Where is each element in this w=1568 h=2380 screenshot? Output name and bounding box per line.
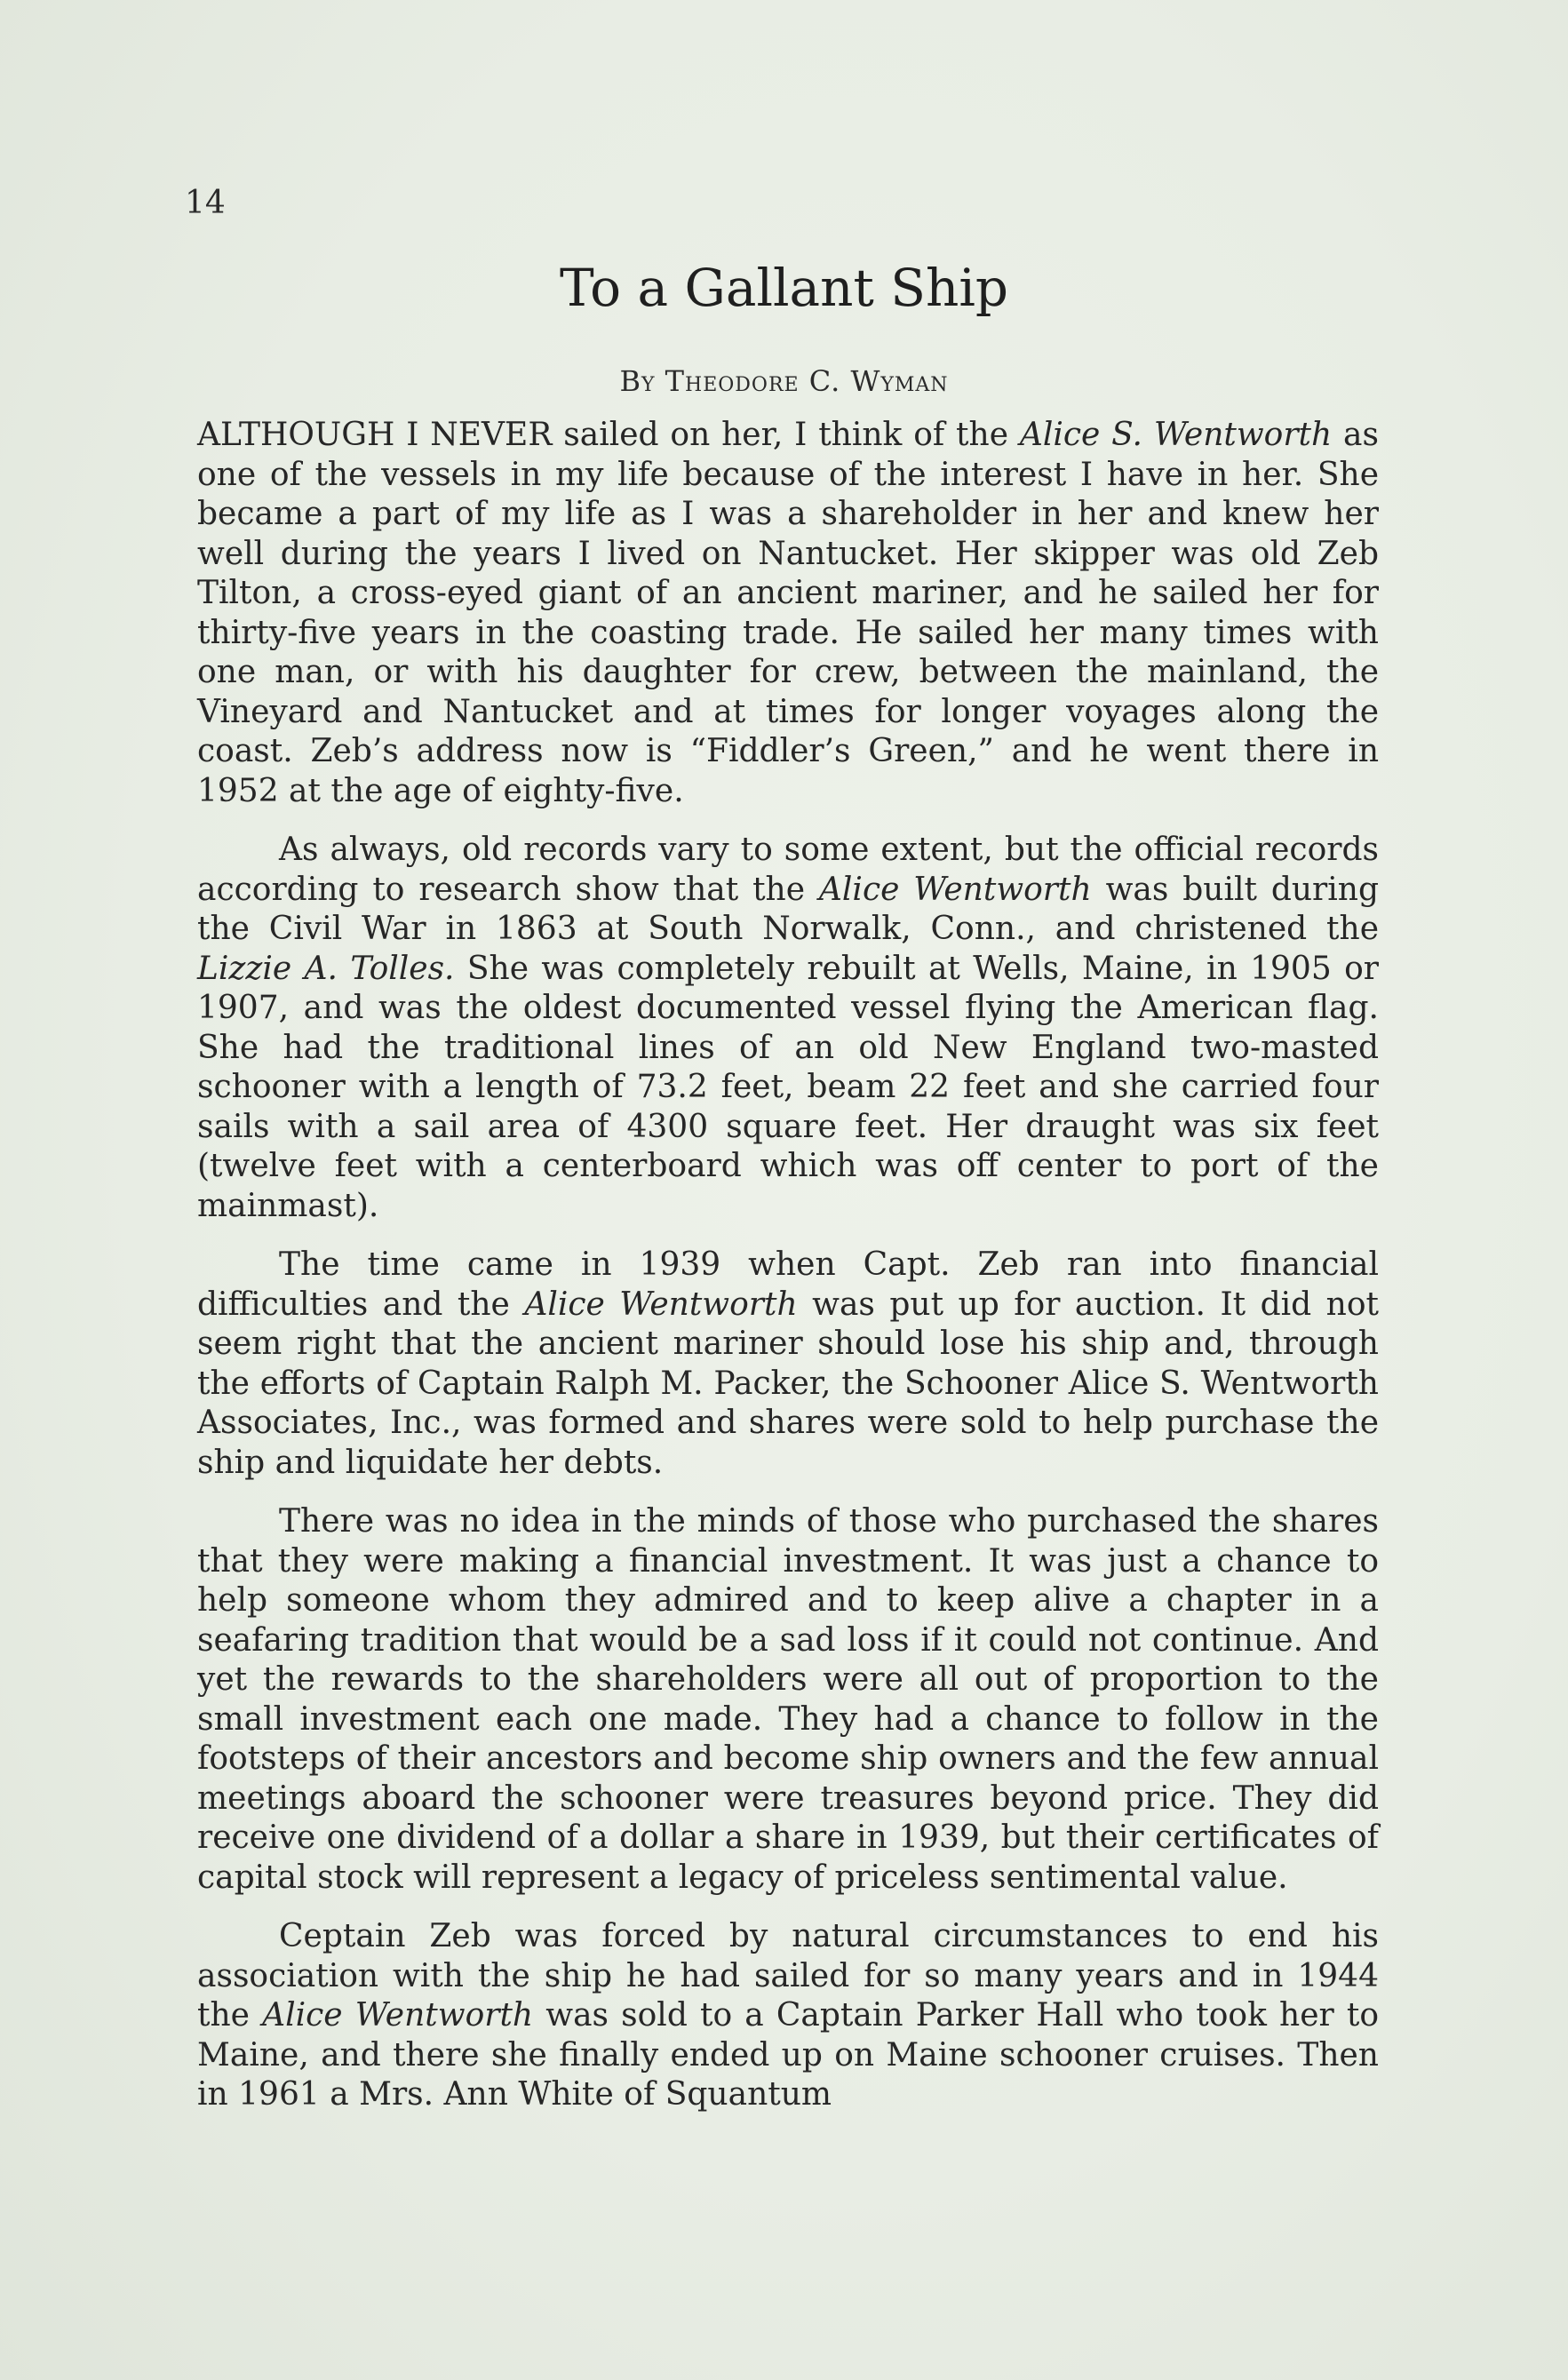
article-title: To a Gallant Ship	[559, 258, 1008, 318]
paragraph	[197, 416, 1379, 811]
paragraph	[197, 1917, 1379, 2115]
page-number: 14	[185, 185, 226, 221]
paragraph	[197, 831, 1379, 1226]
paragraph	[197, 1246, 1379, 1483]
text-run: Ceptain Zeb was forced by natural circumstances to end his association with the ship he had sailed for so many years and in 1944 the	[197, 1918, 1379, 2034]
article-byline: By Theodore C. Wyman	[619, 364, 949, 398]
italic-title: Alice Wentworth	[818, 871, 1092, 908]
text-run: was built during the Civil War in 1863 at South Norwalk, Conn., and christened the	[197, 871, 1380, 947]
italic-title: Alice Wentworth	[262, 1997, 534, 2034]
article-body	[197, 416, 1379, 2135]
italic-title: Alice S. Wentworth	[1019, 417, 1333, 453]
text-run: was sold to a Captain Parker Hall who took her to Maine, and there she finally ended up on Maine schooner cruises. Then in 1961 a Mrs. Ann White of Squantum	[197, 1997, 1380, 2113]
paragraph	[197, 1502, 1379, 1898]
text-run: She was completely rebuilt at Wells, Maine, in 1905 or 1907, and was the oldest documented vessel flying the American flag. She had the traditional lines of an old New England two-masted schooner with a length of 73.2 feet, beam 22 feet and she carried four sails with a sail area of 4300 square feet. Her draught was six feet (twelve feet with a centerboard which was off center to port of the mainmast).	[197, 950, 1379, 1224]
text-run: There was no idea in the minds of those who purchased the shares that they were making a financial investment. It was just a chance to help someone whom they admired and to keep alive a chapter in a seafaring tradition that would be a sad loss if it could not continue. And yet the rewards to the shareholders were all out of proportion to the small investment each one made. They had a chance to follow in the footsteps of their ancestors and become ship owners and the few annual meetings aboard the schooner were treasures beyond price. They did receive one dividend of a dollar a share in 1939, but their certificates of capital stock will represent a legacy of priceless sentimental value.	[197, 1503, 1379, 1896]
text-run: As always, old records vary to some extent, but the official records according to research show that the	[197, 832, 1379, 908]
text-run: ALTHOUGH I NEVER sailed on her, I think of the	[197, 417, 1020, 453]
italic-title: Alice Wentworth	[524, 1286, 798, 1323]
text-run: was put up for auction. It did not seem right that the ancient mariner should lose his ship and, through the efforts of Captain Ralph M. Packer, the Schooner Alice S. Wentworth Associates, Inc., was formed and shares were sold to help purchase the ship and liquidate her debts.	[197, 1286, 1380, 1481]
text-run: as one of the vessels in my life because of the interest I have in her. She became a part of my life as I was a shareholder in her and knew her well during the years I lived on Nantucket. Her skipper was old Zeb Tilton, a cross-eyed giant of an ancient mariner, and he sailed her for thirty-five years in the coasting trade. He sailed her many times with one man, or with his daughter for crew, between the mainland, the Vineyard and Nantucket and at times for longer voyages along the coast. Zeb’s address now is “Fiddler’s Green,” and he went there in 1952 at the age of eighty-five.	[197, 417, 1379, 809]
italic-title: Lizzie A. Tolles.	[197, 950, 455, 987]
text-run: The time came in 1939 when Capt. Zeb ran into financial difficulties and the	[197, 1246, 1379, 1323]
